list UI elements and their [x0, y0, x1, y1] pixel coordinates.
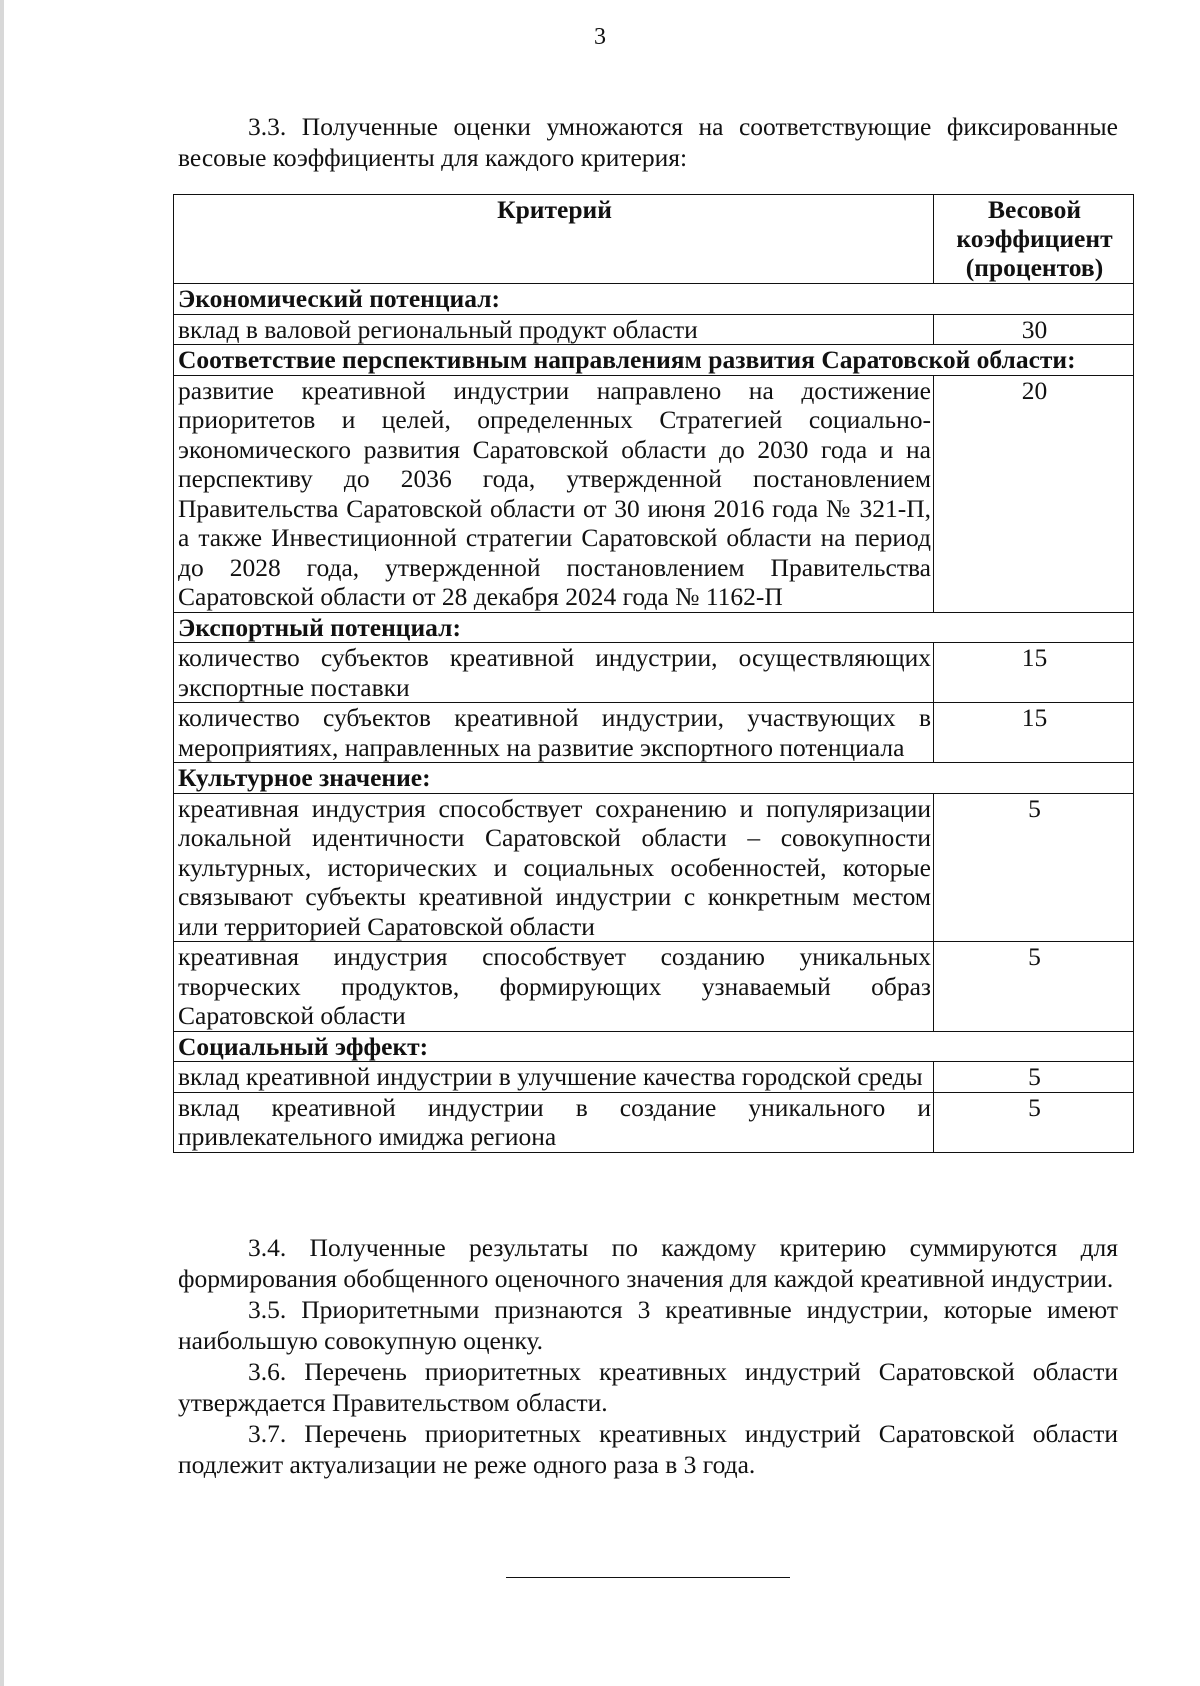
- weight-cell: 15: [934, 703, 1134, 763]
- weight-cell: 5: [934, 1092, 1134, 1152]
- header-criterion: Критерий: [174, 195, 934, 284]
- weight-cell: 20: [934, 375, 1134, 612]
- paragraph-3-6: 3.6. Перечень приоритетных креативных индустрий Саратовской области утверждается Правительством области.: [178, 1357, 1118, 1417]
- criterion-cell: количество субъектов креативной индустрии, осуществляющих экспортные поставки: [174, 643, 934, 703]
- weight-cell: 5: [934, 793, 1134, 942]
- table-section-row: [174, 763, 1134, 794]
- weight-cell: 5: [934, 1062, 1134, 1093]
- table-row: [174, 793, 1134, 942]
- criterion-cell: развитие креативной индустрии направлено на достижение приоритетов и целей, определенных Стратегией социально-экономического развития Саратовской области до 2030 года и на перспективу до 2036 года, утвержденной постановлением Правительства Саратовской области от 30 июня 2016 года № 321-П, а также Инвестиционной стратегии Саратовской области на период до 2028 года, утвержденной постановлением Правительства Саратовской области от 28 декабря 2024 года № 1162-П: [174, 375, 934, 612]
- header-weight: Весовой коэффициент (процентов): [934, 195, 1134, 284]
- table-row: [174, 1062, 1134, 1093]
- table-row: [174, 375, 1134, 612]
- paragraph-3-7: 3.7. Перечень приоритетных креативных индустрий Саратовской области подлежит актуализации не реже одного раза в 3 года.: [178, 1419, 1118, 1479]
- table-section-row: [174, 612, 1134, 643]
- weight-cell: 15: [934, 643, 1134, 703]
- weight-cell: 5: [934, 942, 1134, 1032]
- section-title: Экспортный потенциал:: [174, 612, 1134, 643]
- table-row: [174, 1092, 1134, 1152]
- section-title: Социальный эффект:: [174, 1031, 1134, 1062]
- criterion-cell: вклад креативной индустрии в создание уникального и привлекательного имиджа региона: [174, 1092, 934, 1152]
- criteria-weight-table: [173, 194, 1134, 1153]
- table-body: [174, 284, 1134, 1153]
- table-section-row: [174, 345, 1134, 376]
- weight-cell: 30: [934, 314, 1134, 345]
- section-title: Культурное значение:: [174, 763, 1134, 794]
- table-section-row: [174, 1031, 1134, 1062]
- criterion-cell: вклад креативной индустрии в улучшение качества городской среды: [174, 1062, 934, 1093]
- table-row: [174, 643, 1134, 703]
- scan-edge: [0, 0, 4, 1686]
- closing-rule: [506, 1577, 790, 1578]
- table-row: [174, 314, 1134, 345]
- paragraph-3-4: 3.4. Полученные результаты по каждому критерию суммируются для формирования обобщенного оценочного значения для каждой креативной индустрии.: [178, 1233, 1118, 1293]
- table-row: [174, 703, 1134, 763]
- table-row: [174, 942, 1134, 1032]
- section-title: Экономический потенциал:: [174, 284, 1134, 315]
- table-header-row: [174, 195, 1134, 284]
- criterion-cell: креативная индустрия способствует созданию уникальных творческих продуктов, формирующих узнаваемый образ Саратовской области: [174, 942, 934, 1032]
- criterion-cell: количество субъектов креативной индустрии, участвующих в мероприятиях, направленных на развитие экспортного потенциала: [174, 703, 934, 763]
- criterion-cell: вклад в валовой региональный продукт области: [174, 314, 934, 345]
- paragraph-3-5: 3.5. Приоритетными признаются 3 креативные индустрии, которые имеют наибольшую совокупную оценку.: [178, 1295, 1118, 1355]
- section-title: Соответствие перспективным направлениям развития Саратовской области:: [174, 345, 1134, 376]
- closing-paragraphs: [178, 1232, 1118, 1480]
- page-number: 3: [594, 24, 606, 50]
- criterion-cell: креативная индустрия способствует сохранению и популяризации локальной идентичности Саратовской области – совокупности культурных, исторических и социальных особенностей, которые связывают субъекты креативной индустрии с конкретным местом или территорией Саратовской области: [174, 793, 934, 942]
- table-section-row: [174, 284, 1134, 315]
- paragraph-3-3: 3.3. Полученные оценки умножаются на соответствующие фиксированные весовые коэффициенты для каждого критерия:: [178, 112, 1118, 172]
